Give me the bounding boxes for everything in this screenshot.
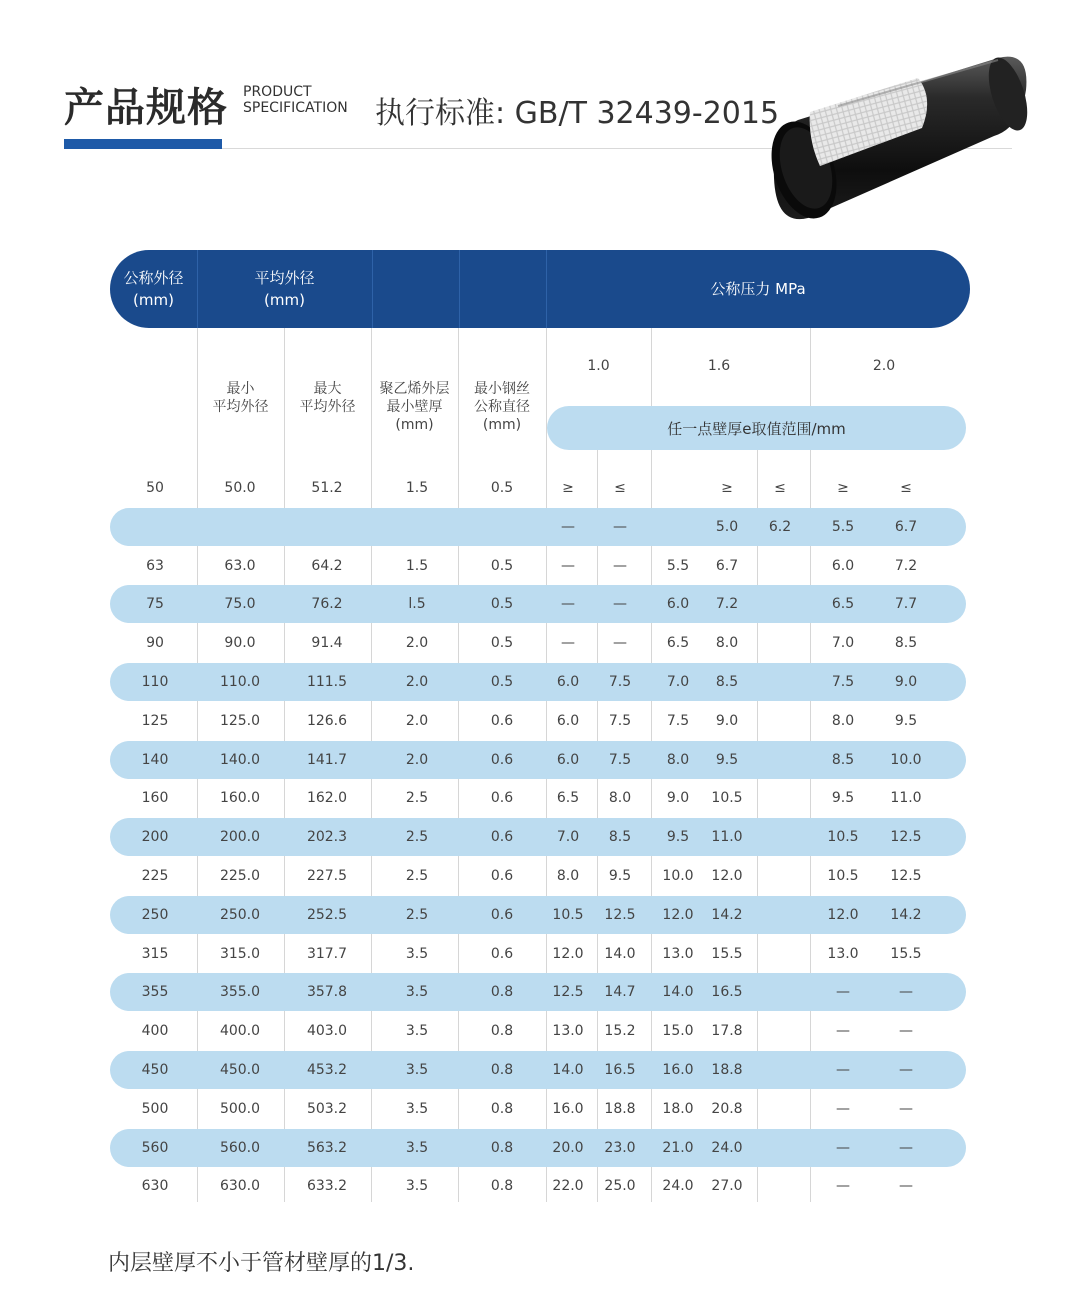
title-accent-bar xyxy=(64,139,222,149)
subhead-text: 最小钢丝 xyxy=(474,381,530,397)
table-cell: ≥ xyxy=(837,480,849,496)
table-cell: 0.8 xyxy=(490,984,514,1000)
table-cell: 9.5 xyxy=(894,713,918,729)
table-cell xyxy=(750,663,810,701)
table-cell: 8.5 xyxy=(831,752,855,768)
table-cell: 140 xyxy=(141,752,169,768)
subhead-min-mean-od xyxy=(197,380,284,416)
table-cell: 3.5 xyxy=(405,1062,429,1078)
table-cell: 250.0 xyxy=(219,907,261,923)
table-cell: 0.6 xyxy=(490,713,514,729)
subhead-text: 最大 xyxy=(313,381,342,397)
table-cell: 315.0 xyxy=(219,946,261,962)
header-divider xyxy=(372,250,373,328)
table-cell: 633.2 xyxy=(306,1178,348,1194)
table-cell: 8.0 xyxy=(666,752,690,768)
table-cell: 2.0 xyxy=(405,713,429,729)
table-cell: 24.0 xyxy=(711,1140,743,1156)
table-cell: 15.5 xyxy=(711,946,743,962)
table-cell: 6.0 xyxy=(666,596,690,612)
table-cell: — xyxy=(613,558,627,574)
table-cell: 12.5 xyxy=(890,868,922,884)
pipe-illustration xyxy=(768,50,1030,222)
table-cell: 12.0 xyxy=(552,946,584,962)
table-cell: 7.5 xyxy=(666,713,690,729)
table-cell: 8.5 xyxy=(715,674,739,690)
page-subtitle-en xyxy=(243,84,348,116)
table-cell: 7.5 xyxy=(831,674,855,690)
table-cell: — xyxy=(613,635,627,651)
table-cell: 250 xyxy=(141,907,169,923)
table-cell: 0.5 xyxy=(490,480,514,496)
table-cell: 13.0 xyxy=(662,946,694,962)
table-cell: l.5 xyxy=(408,596,426,612)
table-cell: 8.0 xyxy=(556,868,580,884)
table-cell: 560 xyxy=(141,1140,169,1156)
table-cell xyxy=(297,508,357,546)
wall-range-label: 任一点壁厚e取值范围/mm xyxy=(547,406,966,450)
table-cell: 0.6 xyxy=(490,868,514,884)
table-cell: 200.0 xyxy=(219,829,261,845)
table-cell: 2.0 xyxy=(405,752,429,768)
table-cell: 0.6 xyxy=(490,907,514,923)
table-cell: 6.7 xyxy=(715,558,739,574)
table-cell: 2.0 xyxy=(405,674,429,690)
table-cell: 9.5 xyxy=(715,752,739,768)
table-cell: 14.0 xyxy=(604,946,636,962)
table-cell: 6.0 xyxy=(831,558,855,574)
header-pressure-label: 公称压力 MPa xyxy=(710,280,806,298)
table-cell xyxy=(210,508,270,546)
table-cell: 0.6 xyxy=(490,752,514,768)
table-cell: 10.5 xyxy=(827,868,859,884)
table-cell: 0.8 xyxy=(490,1140,514,1156)
table-cell: 6.0 xyxy=(556,713,580,729)
table-cell: 2.5 xyxy=(405,868,429,884)
table-cell: 21.0 xyxy=(662,1140,694,1156)
table-cell: 12.5 xyxy=(604,907,636,923)
table-cell: 0.6 xyxy=(490,790,514,806)
table-cell: ≥ xyxy=(562,480,574,496)
table-cell: 503.2 xyxy=(306,1101,348,1117)
table-cell: 6.2 xyxy=(768,519,792,535)
table-cell: 8.5 xyxy=(608,829,632,845)
table-cell: 0.6 xyxy=(490,946,514,962)
table-cell: 24.0 xyxy=(662,1178,694,1194)
header-nominal-od-label: 公称外径 xyxy=(123,269,184,287)
table-cell: 6.0 xyxy=(556,752,580,768)
table-cell: — xyxy=(899,1062,913,1078)
table-cell: 110.0 xyxy=(219,674,261,690)
table-cell: 5.5 xyxy=(666,558,690,574)
table-cell: 450 xyxy=(141,1062,169,1078)
table-cell: 141.7 xyxy=(306,752,348,768)
table-cell: 16.5 xyxy=(711,984,743,1000)
table-cell: 16.5 xyxy=(604,1062,636,1078)
subhead-pe-wall xyxy=(371,380,458,434)
table-cell: 315 xyxy=(141,946,169,962)
table-cell: 202.3 xyxy=(306,829,348,845)
table-cell: 125.0 xyxy=(219,713,261,729)
table-cell: 15.2 xyxy=(604,1023,636,1039)
table-cell: 6.5 xyxy=(666,635,690,651)
table-cell: 3.5 xyxy=(405,946,429,962)
table-cell: 0.5 xyxy=(490,635,514,651)
table-cell: 0.8 xyxy=(490,1101,514,1117)
table-cell: 12.0 xyxy=(711,868,743,884)
table-cell: 3.5 xyxy=(405,1023,429,1039)
table-cell: 500.0 xyxy=(219,1101,261,1117)
table-cell: 7.0 xyxy=(666,674,690,690)
table-cell: 1.5 xyxy=(405,558,429,574)
table-cell: 17.8 xyxy=(711,1023,743,1039)
table-cell: 5.5 xyxy=(831,519,855,535)
table-cell: 14.2 xyxy=(890,907,922,923)
table-cell: — xyxy=(561,596,575,612)
subhead-text: 最小壁厚 xyxy=(386,399,443,415)
table-cell: 7.5 xyxy=(608,713,632,729)
header-nominal-od-unit: (mm) xyxy=(133,291,174,309)
table-cell: 13.0 xyxy=(552,1023,584,1039)
table-cell: 12.5 xyxy=(552,984,584,1000)
table-cell: 2.5 xyxy=(405,790,429,806)
table-cell: 50 xyxy=(146,480,164,496)
table-cell: 125 xyxy=(141,713,169,729)
pressure-1-6: 1.6 xyxy=(707,358,731,374)
subhead-text: 平均外径 xyxy=(299,399,356,415)
table-cell xyxy=(125,508,185,546)
table-cell: 9.0 xyxy=(666,790,690,806)
table-cell: — xyxy=(899,1023,913,1039)
table-cell: 13.0 xyxy=(827,946,859,962)
table-cell: — xyxy=(561,558,575,574)
subhead-text: 聚乙烯外层 xyxy=(379,381,450,397)
table-cell: 162.0 xyxy=(306,790,348,806)
table-cell: 7.0 xyxy=(556,829,580,845)
subtitle-line-2: SPECIFICATION xyxy=(243,100,348,116)
table-cell: 560.0 xyxy=(219,1140,261,1156)
table-cell: 225 xyxy=(141,868,169,884)
table-cell: 1.5 xyxy=(405,480,429,496)
table-cell: 3.5 xyxy=(405,1101,429,1117)
standard-label: 执行标准: GB/T 32439-2015 xyxy=(375,96,780,131)
table-cell: 7.5 xyxy=(608,752,632,768)
table-cell: 12.0 xyxy=(662,907,694,923)
pressure-1-0: 1.0 xyxy=(587,358,610,374)
table-cell: 27.0 xyxy=(711,1178,743,1194)
table-cell: — xyxy=(899,1140,913,1156)
table-header xyxy=(110,250,970,328)
table-cell: 7.7 xyxy=(894,596,918,612)
table-cell xyxy=(750,1012,810,1050)
table-cell: — xyxy=(836,1140,850,1156)
table-cell: 90 xyxy=(146,635,164,651)
table-cell: 15.0 xyxy=(662,1023,694,1039)
table-cell: — xyxy=(899,1178,913,1194)
table-cell xyxy=(750,547,810,585)
table-cell: 0.5 xyxy=(490,558,514,574)
table-cell: — xyxy=(836,1062,850,1078)
table-cell xyxy=(750,624,810,662)
header-divider xyxy=(459,250,460,328)
table-cell: 75 xyxy=(146,596,164,612)
table-cell: 630.0 xyxy=(219,1178,261,1194)
table-cell xyxy=(750,741,810,779)
table-cell: ≤ xyxy=(614,480,626,496)
header-nominal-pressure xyxy=(546,250,970,328)
table-cell: 9.0 xyxy=(715,713,739,729)
pressure-2-0: 2.0 xyxy=(872,358,896,374)
table-cell: 355.0 xyxy=(219,984,261,1000)
table-cell: 11.0 xyxy=(890,790,922,806)
table-cell: 9.5 xyxy=(666,829,690,845)
table-cell: — xyxy=(836,1023,850,1039)
table-cell: — xyxy=(613,596,627,612)
table-cell xyxy=(750,702,810,740)
table-cell: — xyxy=(899,984,913,1000)
subhead-text: (mm) xyxy=(395,417,434,433)
table-cell: 400 xyxy=(141,1023,169,1039)
table-cell: 6.7 xyxy=(894,519,918,535)
table-cell: 18.8 xyxy=(604,1101,636,1117)
table-cell: 140.0 xyxy=(219,752,261,768)
table-cell: — xyxy=(836,1178,850,1194)
table-cell: 2.5 xyxy=(405,829,429,845)
table-cell: — xyxy=(561,635,575,651)
table-cell: 225.0 xyxy=(219,868,261,884)
table-cell: 0.6 xyxy=(490,829,514,845)
table-cell: 0.5 xyxy=(490,674,514,690)
table-cell: — xyxy=(613,519,627,535)
table-cell: 6.0 xyxy=(556,674,580,690)
table-cell: 160.0 xyxy=(219,790,261,806)
table-cell: ≥ xyxy=(721,480,733,496)
table-cell: 0.8 xyxy=(490,1062,514,1078)
subhead-text: 最小 xyxy=(226,381,255,397)
table-cell: 18.8 xyxy=(711,1062,743,1078)
table-cell: 14.0 xyxy=(662,984,694,1000)
table-cell: 10.0 xyxy=(662,868,694,884)
table-cell: 75.0 xyxy=(224,596,256,612)
table-cell: 6.5 xyxy=(556,790,580,806)
subhead-max-mean-od xyxy=(284,380,371,416)
table-cell: 10.0 xyxy=(890,752,922,768)
table-cell xyxy=(750,857,810,895)
table-cell: 12.5 xyxy=(890,829,922,845)
table-cell: ≤ xyxy=(774,480,786,496)
table-cell: 110 xyxy=(141,674,169,690)
table-cell xyxy=(750,1167,810,1205)
table-cell xyxy=(750,779,810,817)
table-cell: 12.0 xyxy=(827,907,859,923)
subtitle-line-1: PRODUCT xyxy=(243,84,312,100)
table-cell xyxy=(750,1129,810,1167)
table-cell: — xyxy=(899,1101,913,1117)
table-cell: 7.2 xyxy=(715,596,739,612)
table-cell: 7.2 xyxy=(894,558,918,574)
header-nominal-od xyxy=(110,250,197,328)
table-cell: 91.4 xyxy=(311,635,343,651)
table-cell xyxy=(472,508,532,546)
table-cell: 16.0 xyxy=(662,1062,694,1078)
table-cell: 9.0 xyxy=(894,674,918,690)
table-cell: 25.0 xyxy=(604,1178,636,1194)
table-cell: — xyxy=(836,1101,850,1117)
table-cell: 9.5 xyxy=(831,790,855,806)
table-cell xyxy=(750,973,810,1011)
table-cell: 126.6 xyxy=(306,713,348,729)
table-cell: 0.5 xyxy=(490,596,514,612)
table-cell: 5.0 xyxy=(715,519,739,535)
table-cell: 16.0 xyxy=(552,1101,584,1117)
table-cell: 357.8 xyxy=(306,984,348,1000)
table-cell: 450.0 xyxy=(219,1062,261,1078)
table-cell: 403.0 xyxy=(306,1023,348,1039)
header-mean-od-unit: (mm) xyxy=(264,291,305,309)
table-cell: 8.5 xyxy=(894,635,918,651)
table-cell: 90.0 xyxy=(224,635,256,651)
table-cell xyxy=(750,1090,810,1128)
table-cell: 10.5 xyxy=(552,907,584,923)
table-cell: 18.0 xyxy=(662,1101,694,1117)
table-cell: — xyxy=(836,984,850,1000)
table-cell xyxy=(750,1051,810,1089)
table-cell: 227.5 xyxy=(306,868,348,884)
table-cell: 10.5 xyxy=(827,829,859,845)
table-cell: 7.0 xyxy=(831,635,855,651)
table-cell: 355 xyxy=(141,984,169,1000)
table-cell: 111.5 xyxy=(306,674,348,690)
table-cell: 9.5 xyxy=(608,868,632,884)
table-cell: 64.2 xyxy=(311,558,343,574)
table-cell: 22.0 xyxy=(552,1178,584,1194)
table-cell: 3.5 xyxy=(405,1140,429,1156)
table-cell: 15.5 xyxy=(890,946,922,962)
table-cell: 11.0 xyxy=(711,829,743,845)
table-cell: 630 xyxy=(141,1178,169,1194)
table-cell: 63 xyxy=(146,558,164,574)
table-cell: 500 xyxy=(141,1101,169,1117)
table-cell: 51.2 xyxy=(311,480,343,496)
table-cell: 563.2 xyxy=(306,1140,348,1156)
header-mean-od xyxy=(197,250,372,328)
table-cell: 8.0 xyxy=(715,635,739,651)
table-cell: 3.5 xyxy=(405,984,429,1000)
table-cell: 23.0 xyxy=(604,1140,636,1156)
subhead-text: (mm) xyxy=(482,417,522,433)
table-cell xyxy=(750,818,810,856)
header-mean-od-label: 平均外径 xyxy=(254,269,315,287)
table-cell: 20.0 xyxy=(552,1140,584,1156)
table-cell xyxy=(750,935,810,973)
table-cell xyxy=(750,896,810,934)
table-cell: 7.5 xyxy=(608,674,632,690)
table-cell: — xyxy=(561,519,575,535)
table-cell: 453.2 xyxy=(306,1062,348,1078)
table-cell: 2.5 xyxy=(405,907,429,923)
table-cell: 200 xyxy=(141,829,169,845)
table-cell: 14.7 xyxy=(604,984,636,1000)
table-cell: 3.5 xyxy=(405,1178,429,1194)
table-cell: 50.0 xyxy=(224,480,256,496)
table-cell: 63.0 xyxy=(224,558,256,574)
page-title: 产品规格 xyxy=(64,85,228,131)
table-cell: 317.7 xyxy=(306,946,348,962)
table-cell: ≤ xyxy=(900,480,912,496)
table-cell: 6.5 xyxy=(831,596,855,612)
table-cell: 252.5 xyxy=(306,907,348,923)
table-cell: 14.2 xyxy=(711,907,743,923)
subhead-text: 平均外径 xyxy=(212,399,269,415)
table-cell: 20.8 xyxy=(711,1101,743,1117)
table-cell xyxy=(387,508,447,546)
table-cell: 0.8 xyxy=(490,1178,514,1194)
table-cell: 160 xyxy=(141,790,169,806)
table-cell: 14.0 xyxy=(552,1062,584,1078)
table-cell: 400.0 xyxy=(219,1023,261,1039)
footnote: 内层壁厚不小于管材壁厚的1/3. xyxy=(108,1251,415,1276)
table-cell: 2.0 xyxy=(405,635,429,651)
table-cell xyxy=(750,585,810,623)
table-cell: 10.5 xyxy=(711,790,743,806)
table-cell: 8.0 xyxy=(831,713,855,729)
subhead-text: 公称直径 xyxy=(474,399,530,415)
table-cell: 8.0 xyxy=(608,790,632,806)
subhead-steel-wire xyxy=(458,380,546,434)
table-cell: 0.8 xyxy=(490,1023,514,1039)
table-cell: 76.2 xyxy=(311,596,343,612)
